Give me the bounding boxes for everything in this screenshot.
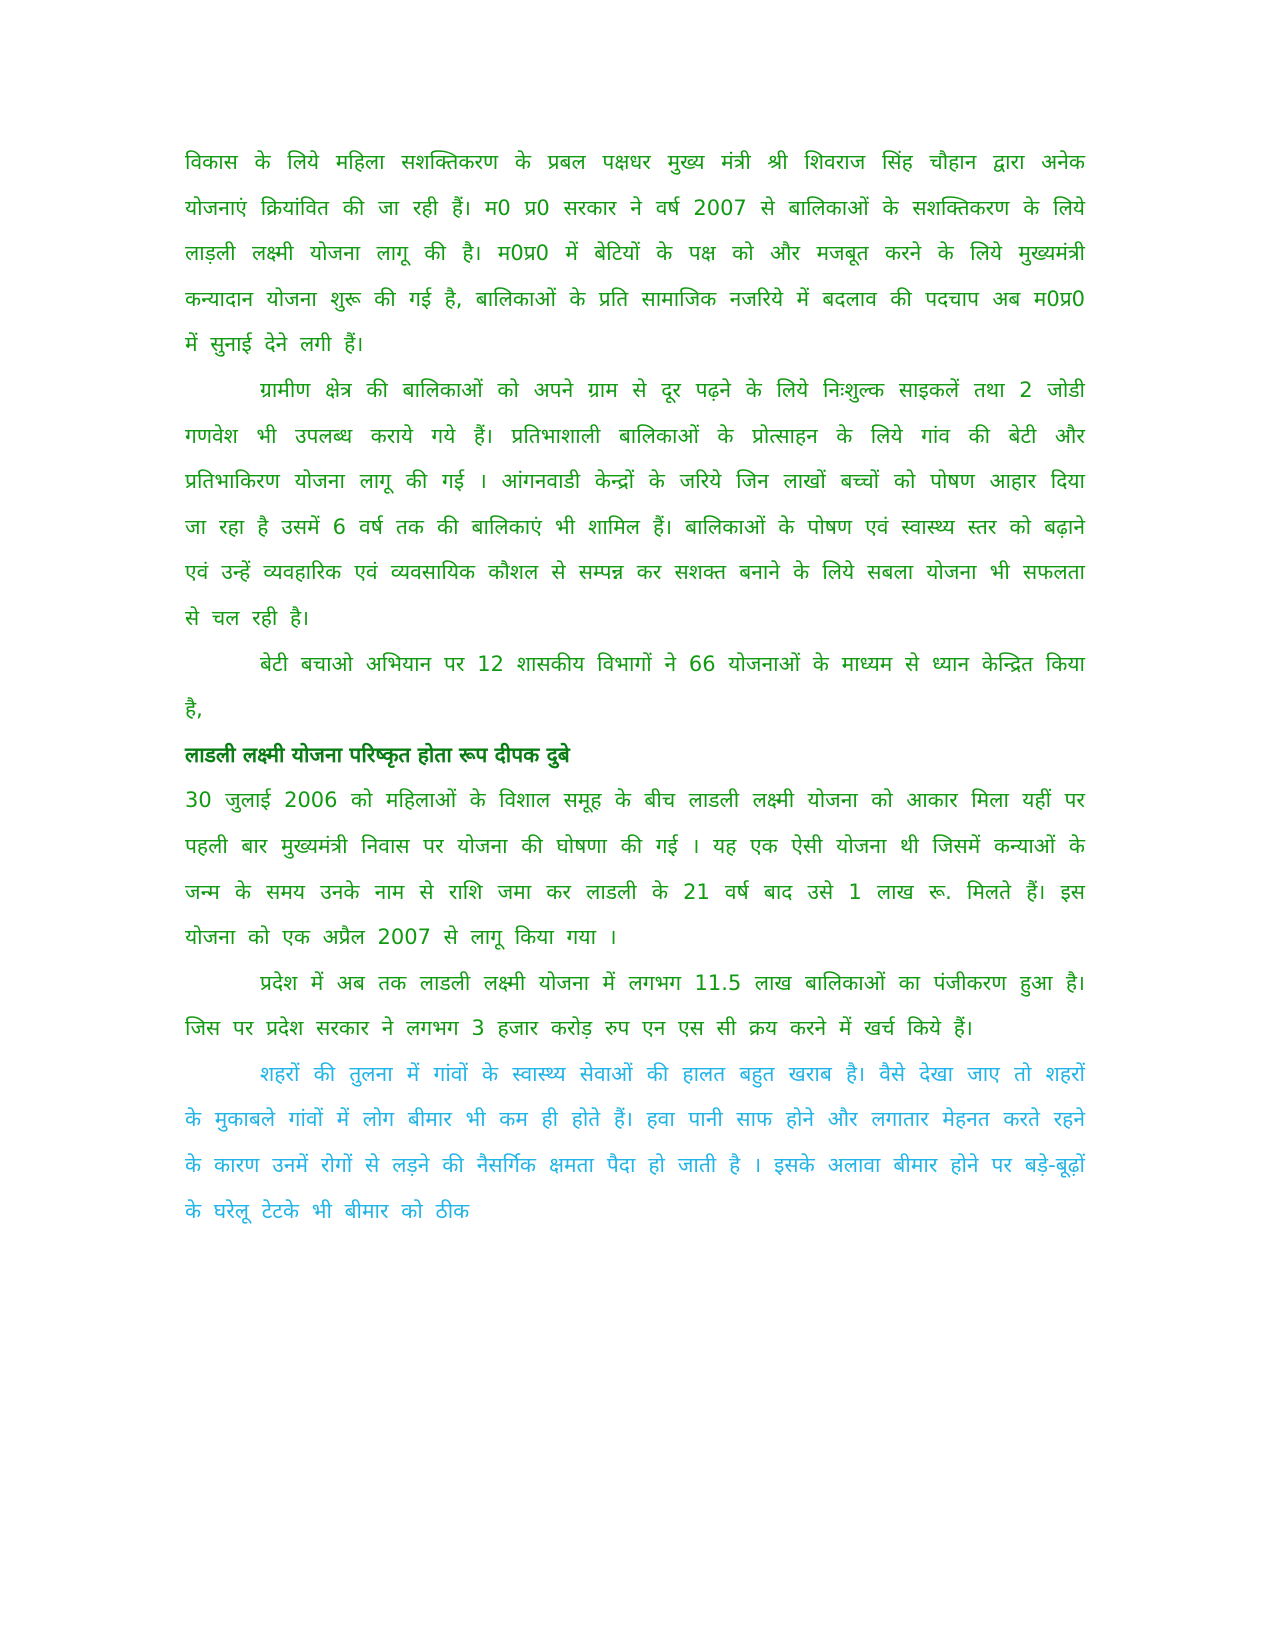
paragraph-1: विकास के लिये महिला सशक्तिकरण के प्रबल पक्षधर मुख्य मंत्री श्री शिवराज सिंह चौहान द्वारा अनेक योजनाएं क्रियांवित की जा रही हैं। म0 प्र0 सरकार ने वर्ष 2007 से बालिकाओं के सशक्तिकरण के लिये लाड़ली लक्ष्मी योजना लागू की है। म0प्र0 में बेटियों के पक्ष को और मजबूत करने के लिये मुख्यमंत्री कन्यादान योजना शुरू की गई है, बालिकाओं के प्रति सामाजिक नजरिये में बदलाव की पदचाप अब म0प्र0 में सुनाई देने लगी हैं। (185, 150, 1085, 357)
paragraph-2: ग्रामीण क्षेत्र की बालिकाओं को अपने ग्राम से दूर पढ़ने के लिये निःशुल्क साइकलें तथा 2 जोडी गणवेश भी उपलब्ध कराये गये हैं। प्रतिभाशाली बालिकाओं के प्रोत्साहन के लिये गांव की बेटी और प्रतिभाकिरण योजना लागू की गई । आंगनवाडी केन्द्रों के जरिये जिन लाखों बच्चों को पोषण आहार दिया जा रहा है उसमें 6 वर्ष तक की बालिकाएं भी शामिल हैं। बालिकाओं के पोषण एवं स्वास्थ्य स्तर को बढ़ाने एवं उन्हें व्यवहारिक एवं व्यवसायिक कौशल से सम्पन्न कर सशक्त बनाने के लिये सबला योजना भी सफलता से चल रही है। (185, 377, 1085, 630)
document-page (185, 140, 1085, 1234)
paragraph-3: बेटी बचाओ अभियान पर 12 शासकीय विभागों ने 66 योजनाओं के माध्यम से ध्यान केन्द्रित किया है, (185, 651, 1085, 722)
section-heading: लाडली लक्ष्मी योजना परिष्कृत होता रूप दीपक दुबे (185, 742, 570, 767)
paragraph-6: शहरों की तुलना में गांवों के स्वास्थ्य सेवाओं की हालत बहुत खराब है। वैसे देखा जाए तो शहरों के मुकाबले गांवों में लोग बीमार भी कम ही होते हैं। हवा पानी साफ होने और लगातार मेहनत करते रहने के कारण उनमें रोगों से लड़ने की नैसर्गिक क्षमता पैदा हो जाती है । इसके अलावा बीमार होने पर बड़े-बूढ़ों के घरेलू टेटके भी बीमार को ठीक (185, 1061, 1085, 1223)
paragraph-4: 30 जुलाई 2006 को महिलाओं के विशाल समूह के बीच लाडली लक्ष्मी योजना को आकार मिला यहीं पर पहली बार मुख्यमंत्री निवास पर योजना की घोषणा की गई । यह एक ऐसी योजना थी जिसमें कन्याओं के जन्म के समय उनके नाम से राशि जमा कर लाडली के 21 वर्ष बाद उसे 1 लाख रू. मिलते हैं। इस योजना को एक अप्रैल 2007 से लागू किया गया । (185, 788, 1085, 950)
paragraph-5: प्रदेश में अब तक लाडली लक्ष्मी योजना में लगभग 11.5 लाख बालिकाओं का पंजीकरण हुआ है। जिस पर प्रदेश सरकार ने लगभग 3 हजार करोड़ रुप एन एस सी क्रय करने में खर्च किये हैं। (185, 970, 1085, 1041)
